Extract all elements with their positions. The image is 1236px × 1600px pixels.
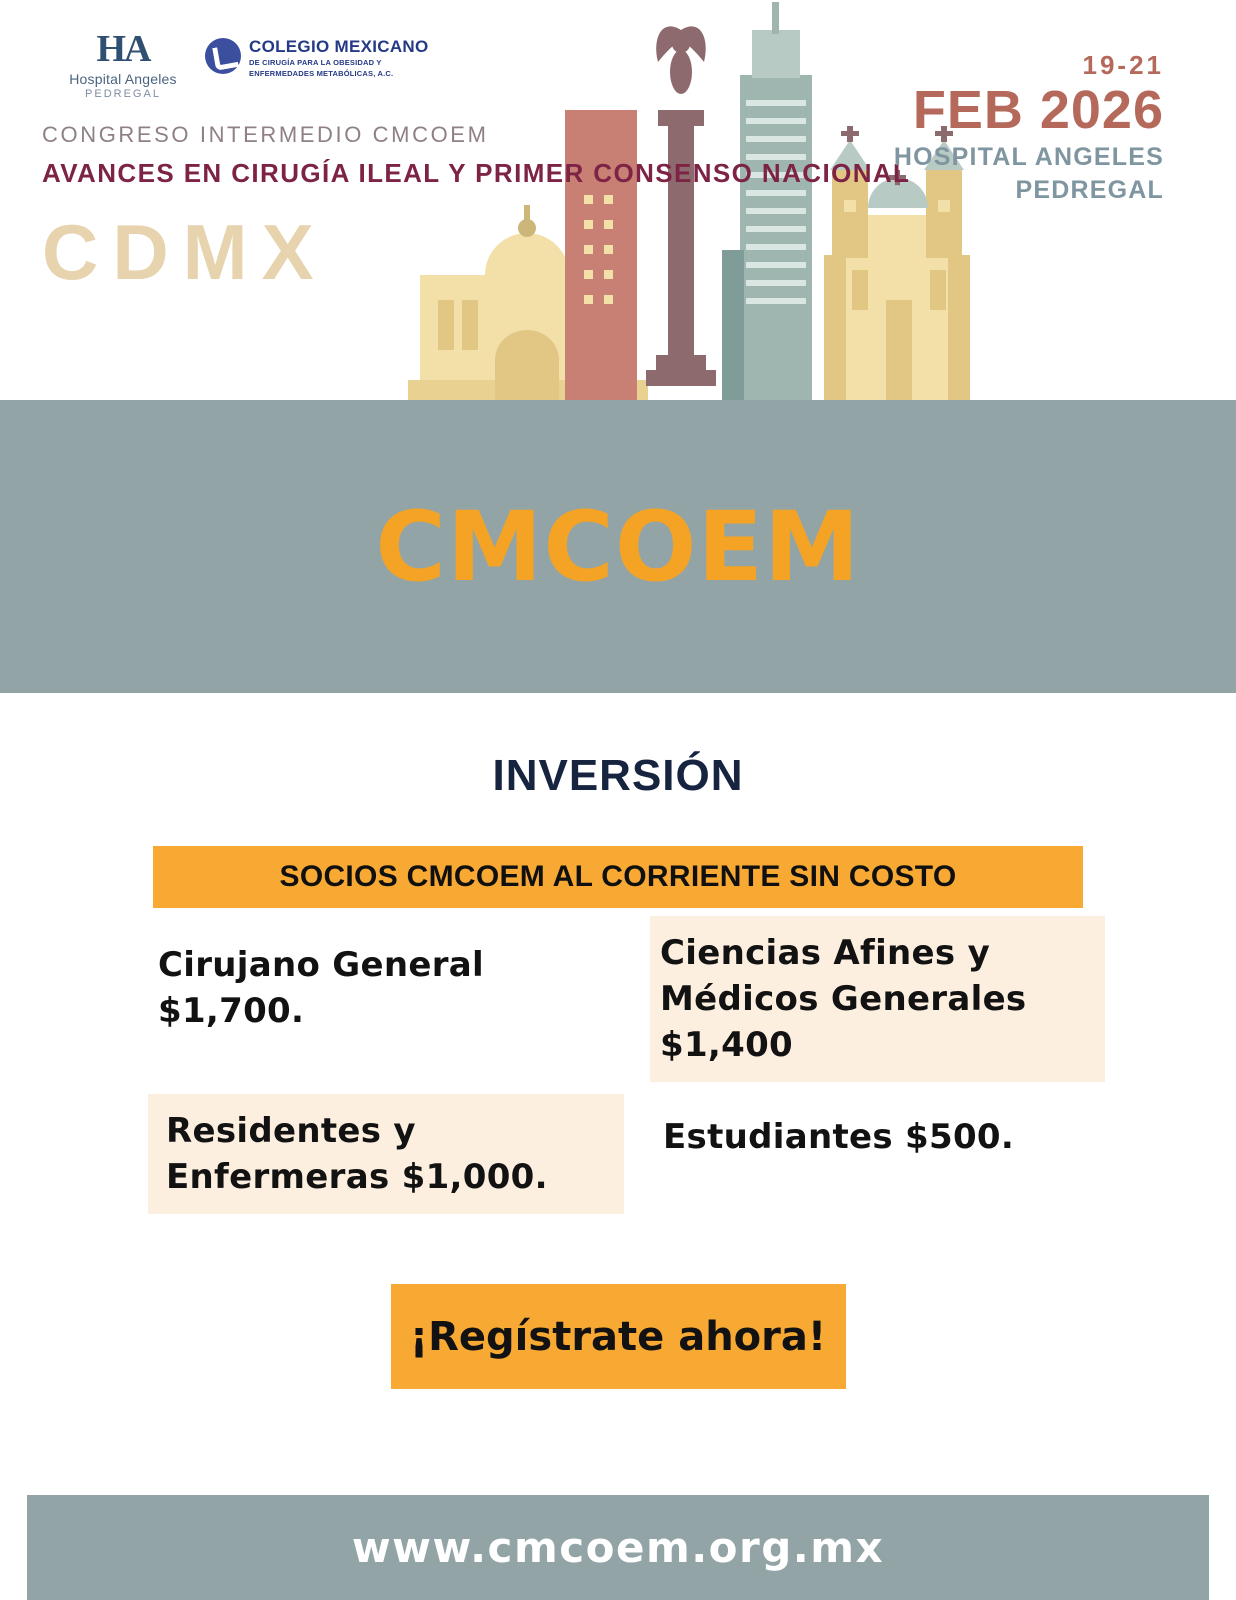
event-venue-line2: PEDREGAL — [1015, 176, 1164, 204]
members-free-banner — [153, 846, 1083, 908]
cmcoem-logo-line1: COLEGIO MEXICANO — [249, 37, 429, 56]
website-link[interactable]: www.cmcoem.org.mx — [351, 1523, 885, 1572]
register-button-label: ¡Regístrate ahora! — [409, 1313, 827, 1360]
cmcoem-logo-icon — [205, 38, 241, 74]
pricing-tier-students: Estudiantes $500. — [663, 1117, 1015, 1157]
register-button[interactable] — [391, 1284, 846, 1389]
event-title: AVANCES EN CIRUGÍA ILEAL Y PRIMER CONSENSO NACIONAL — [42, 158, 911, 188]
event-date-block — [894, 50, 1164, 205]
section-title-inversion: INVERSIÓN — [492, 751, 744, 800]
hospital-angeles-mark: HA — [96, 28, 150, 70]
event-city: CDMX — [42, 208, 328, 296]
pricing-tier-list — [0, 933, 1236, 1306]
cmcoem-logo-line3: ENFERMEDADES METABÓLICAS, A.C. — [249, 69, 394, 78]
pricing-tier-residents-nurses: Residentes y Enfermeras $1,000. — [148, 1094, 624, 1214]
pricing-tier-allied-sciences: Ciencias Afines y Médicos Generales $1,400 — [650, 916, 1105, 1082]
members-free-label: SOCIOS CMCOEM AL CORRIENTE SIN COSTO — [279, 860, 957, 893]
hospital-angeles-name: Hospital Angeles — [69, 71, 177, 87]
footer-bar — [27, 1495, 1209, 1600]
event-kicker: CONGRESO INTERMEDIO CMCOEM — [42, 122, 489, 147]
pricing-tier-surgeon: Cirujano General $1,700. — [158, 945, 484, 1031]
cmcoem-banner — [0, 400, 1236, 693]
banner-title: CMCOEM — [375, 490, 861, 603]
hospital-angeles-branch: PEDREGAL — [85, 88, 161, 100]
cmcoem-logo — [205, 38, 429, 78]
pricing-section — [0, 751, 1236, 1411]
cmcoem-logo-line2: DE CIRUGÍA PARA LA OBESIDAD Y — [249, 58, 382, 67]
poster-header — [0, 0, 1236, 400]
hospital-angeles-logo — [48, 30, 198, 100]
title-block — [42, 122, 911, 296]
event-days: 19-21 — [1082, 50, 1164, 80]
event-month-year: FEB 2026 — [912, 80, 1164, 140]
event-venue-line1: HOSPITAL ANGELES — [893, 143, 1164, 171]
